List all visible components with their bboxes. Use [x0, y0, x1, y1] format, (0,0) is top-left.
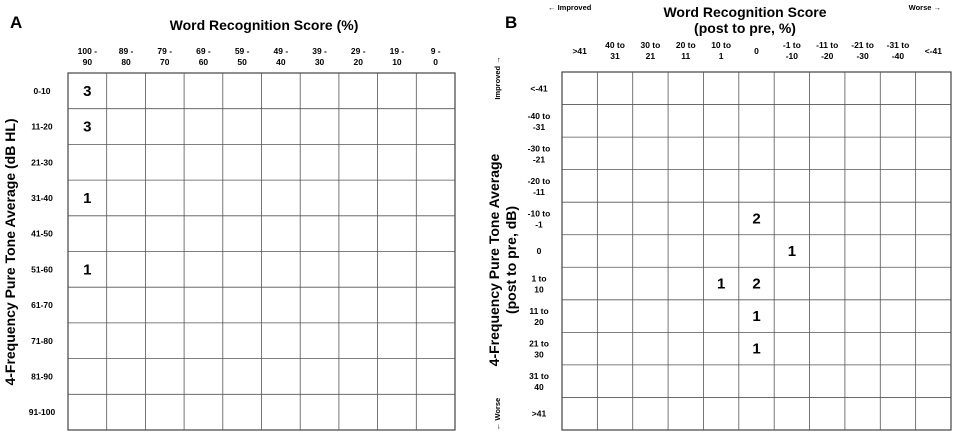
panel-b-column-label: -21 to -30	[851, 40, 874, 61]
panel-b-column-label: >41	[572, 46, 587, 56]
panel-b-column-label: 30 to 21	[640, 40, 661, 61]
panel-a-row-label: 0-10	[33, 85, 51, 96]
panel-b-row-label: 21 to 30	[529, 338, 549, 360]
panel-b-cell-count: 1	[752, 340, 761, 358]
panel-a-row-label: 11-20	[31, 121, 53, 132]
panel-a-row-label: 31-40	[31, 192, 53, 203]
panel-b-y-worse-label: ← Worse	[493, 397, 502, 431]
panel-a-row-label: 41-50	[31, 228, 53, 239]
panel-b-x-improved-label: ← Improved	[548, 3, 592, 12]
panel-a-cell-count: 3	[83, 118, 92, 136]
panel-b-row-label: 1 to 10	[531, 273, 547, 295]
panel-b-y-improved-label: Improved →	[493, 56, 502, 100]
panel-a-column-label: 69 -60	[196, 46, 211, 67]
panel-a-row-label: 51-60	[31, 264, 53, 275]
panel-b-row-label: 11 to 20	[529, 306, 549, 328]
panel-b-column-label: 0	[754, 46, 759, 56]
panel-a-row-label: 81-90	[31, 371, 53, 382]
panel-b-column-label: <-41	[924, 46, 942, 56]
panel-b-row-label: -20 to -11	[527, 175, 551, 197]
panel-a-column-label: 19 -10	[389, 46, 405, 67]
panel-a-column-label: 49 -40	[273, 46, 289, 67]
panel-b-x-worse-label: Worse →	[908, 3, 941, 12]
panel-b-column-label: -11 to -20	[816, 40, 839, 61]
panel-a-column-label: 79 -70	[157, 46, 173, 67]
panel-b-grid	[528, 40, 951, 430]
panel-b-row-label: -40 to -31	[527, 110, 551, 132]
panel-b-title-line-1: Word Recognition Score	[663, 4, 827, 20]
panel-a-row-label: 21-30	[31, 157, 53, 168]
panel-b-column-label: 20 to 11	[675, 40, 696, 61]
panel-a-cell-count: 3	[83, 82, 92, 100]
panel-b-cell-count: 1	[787, 243, 797, 260]
panel-b-column-label: -1 to -10	[782, 40, 801, 61]
panel-a-letter: A	[10, 13, 23, 32]
panel-b-row-label: -10 to -1	[527, 208, 551, 230]
panel-b-row-label: -30 to -21	[527, 143, 551, 165]
panel-a-cell-count: 1	[83, 189, 92, 207]
panel-a-row-label: 71-80	[31, 335, 53, 346]
panel-b-row-label: >41	[531, 408, 547, 419]
panel-b-cell-count: 2	[752, 210, 761, 228]
panel-b-frame	[562, 72, 951, 430]
panel-b-column-label: 10 to 1	[711, 40, 732, 61]
panel-b-row-label: 0	[536, 246, 542, 256]
panel-b-cell-count: 1	[752, 308, 761, 326]
panel-a-row-label: 61-70	[31, 300, 53, 311]
panel-b-letter: B	[505, 13, 518, 32]
panel-b-cell-count: 2	[752, 275, 761, 293]
panel-a-cell-count: 1	[83, 261, 92, 279]
panel-b-title-line-2: (post to pre, %)	[694, 20, 796, 36]
panel-b-column-label: 40 to 31	[605, 40, 625, 61]
panel-a-grid	[29, 46, 455, 430]
panel-a-column-label: 39 -30	[312, 46, 327, 67]
panel-a-title: Word Recognition Score (%)	[169, 17, 359, 33]
panel-a-column-label: 59 -50	[234, 46, 250, 67]
panel-b-y-axis-label-line-1: 4-Frequency Pure Tone Average	[486, 153, 502, 367]
panel-b-row-label: <-41	[530, 83, 548, 94]
panel-b-column-label: -31 to -40	[886, 40, 910, 61]
panel-a-column-label: 29 -20	[350, 46, 366, 67]
panel-b-cell-count: 1	[716, 275, 726, 293]
panel-b-row-label: 31 to 40	[529, 371, 549, 393]
panel-a-column-label: 9 -0	[430, 46, 441, 67]
panel-b-y-axis-label-line-2: (post to pre, dB)	[503, 205, 519, 315]
panel-a-column-label: 100 -90	[77, 46, 98, 67]
panel-a-column-label: 89 -80	[118, 46, 134, 67]
panel-a-y-axis-label: 4-Frequency Pure Tone Average (dB HL)	[2, 118, 18, 386]
panel-a-row-label: 91-100	[28, 407, 56, 418]
